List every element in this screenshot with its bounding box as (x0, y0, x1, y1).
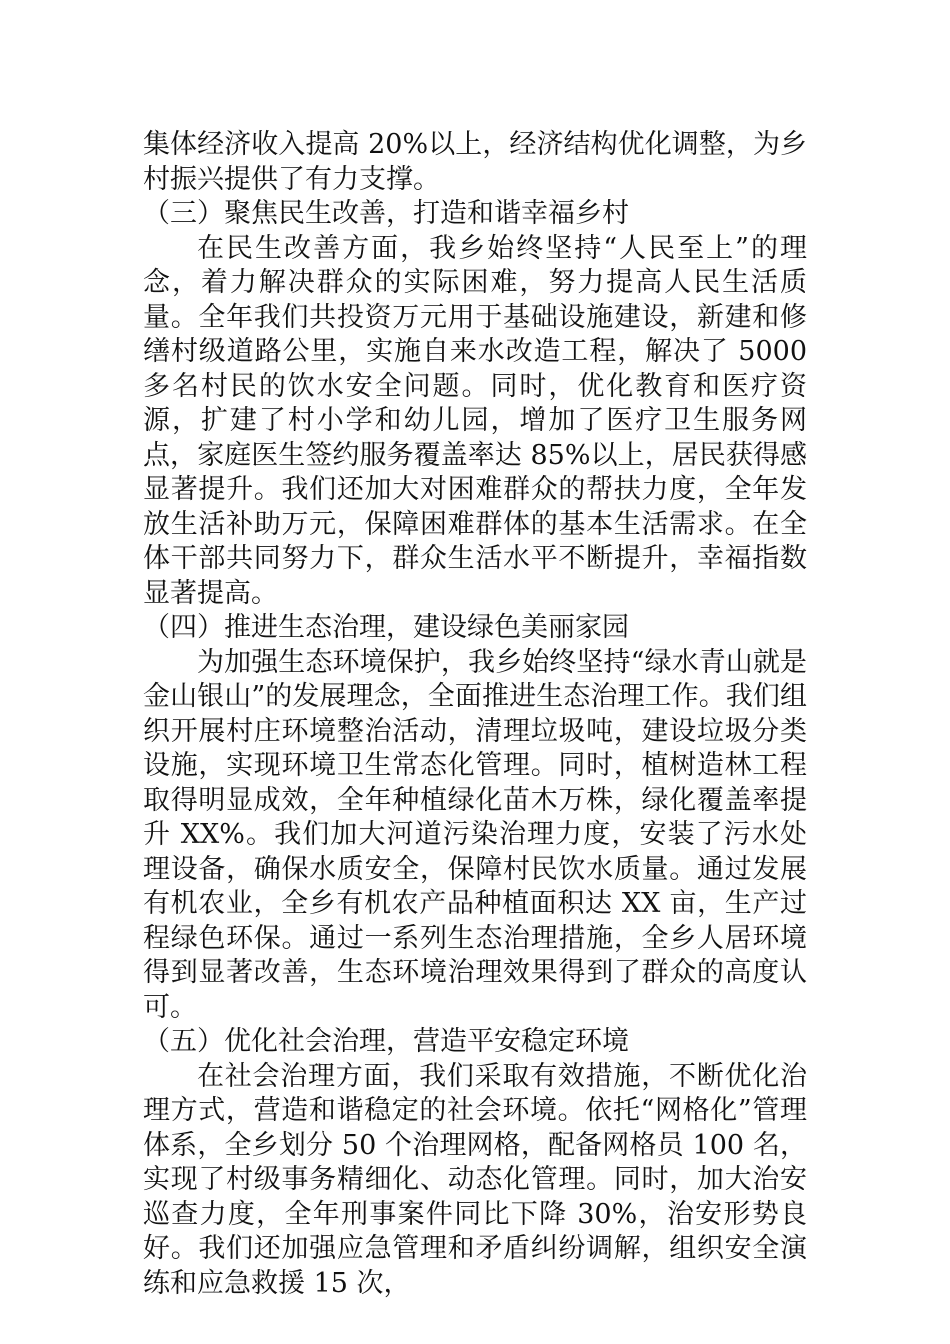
section-heading-3: （三）聚焦民生改善，打造和谐幸福乡村 (143, 198, 629, 229)
document-body (143, 128, 807, 1301)
section-heading-5: （五）优化社会治理，营造平安稳定环境 (143, 1026, 629, 1057)
paragraph-continued: 集体经济收入提高 20%以上，经济结构优化调整，为乡村振兴提供了有力支撑。 (143, 129, 807, 195)
paragraph-ecology: 为加强生态环境保护，我乡始终坚持“绿水青山就是金山银山”的发展理念，全面推进生态治理工作。我们组织开展村庄环境整治活动，清理垃圾吨，建设垃圾分类设施，实现环境卫生常态化管理。同时，植树造林工程取得明显成效，全年种植绿化苗木万株，绿化覆盖率提升 XX%。我们加大河道污染治理力度，安装了污水处理设备，确保水质安全，保障村民饮水质量。通过发展有机农业，全乡有机农产品种植面积达 XX 亩，生产过程绿色环保。通过一系列生态治理措施，全乡人居环境得到显著改善，生态环境治理效果得到了群众的高度认可。 (143, 646, 807, 1023)
section-heading-4: （四）推进生态治理，建设绿色美丽家园 (143, 612, 629, 643)
paragraph-livelihood: 在民生改善方面，我乡始终坚持“人民至上”的理念，着力解决群众的实际困难，努力提高人民生活质量。全年我们共投资万元用于基础设施建设，新建和修缮村级道路公里，实施自来水改造工程，解决了 5000 多名村民的饮水安全问题。同时，优化教育和医疗资源，扩建了村小学和幼儿园，增加了医疗卫生服务网点，家庭医生签约服务覆盖率达 85%以上，居民获得感显著提升。我们还加大对困难群众的帮扶力度，全年发放生活补助万元，保障困难群体的基本生活需求。在全体干部共同努力下，群众生活水平不断提升，幸福指数显著提高。 (143, 232, 807, 609)
paragraph-social-governance: 在社会治理方面，我们采取有效措施，不断优化治理方式，营造和谐稳定的社会环境。依托“网格化”管理体系，全乡划分 50 个治理网格，配备网格员 100 名，实现了村级事务精细化、动态化管理。同时，加大治安巡查力度，全年刑事案件同比下降 30%，治安形势良好。我们还加强应急管理和矛盾纠纷调解，组织安全演练和应急救援 15 次， (143, 1060, 807, 1299)
